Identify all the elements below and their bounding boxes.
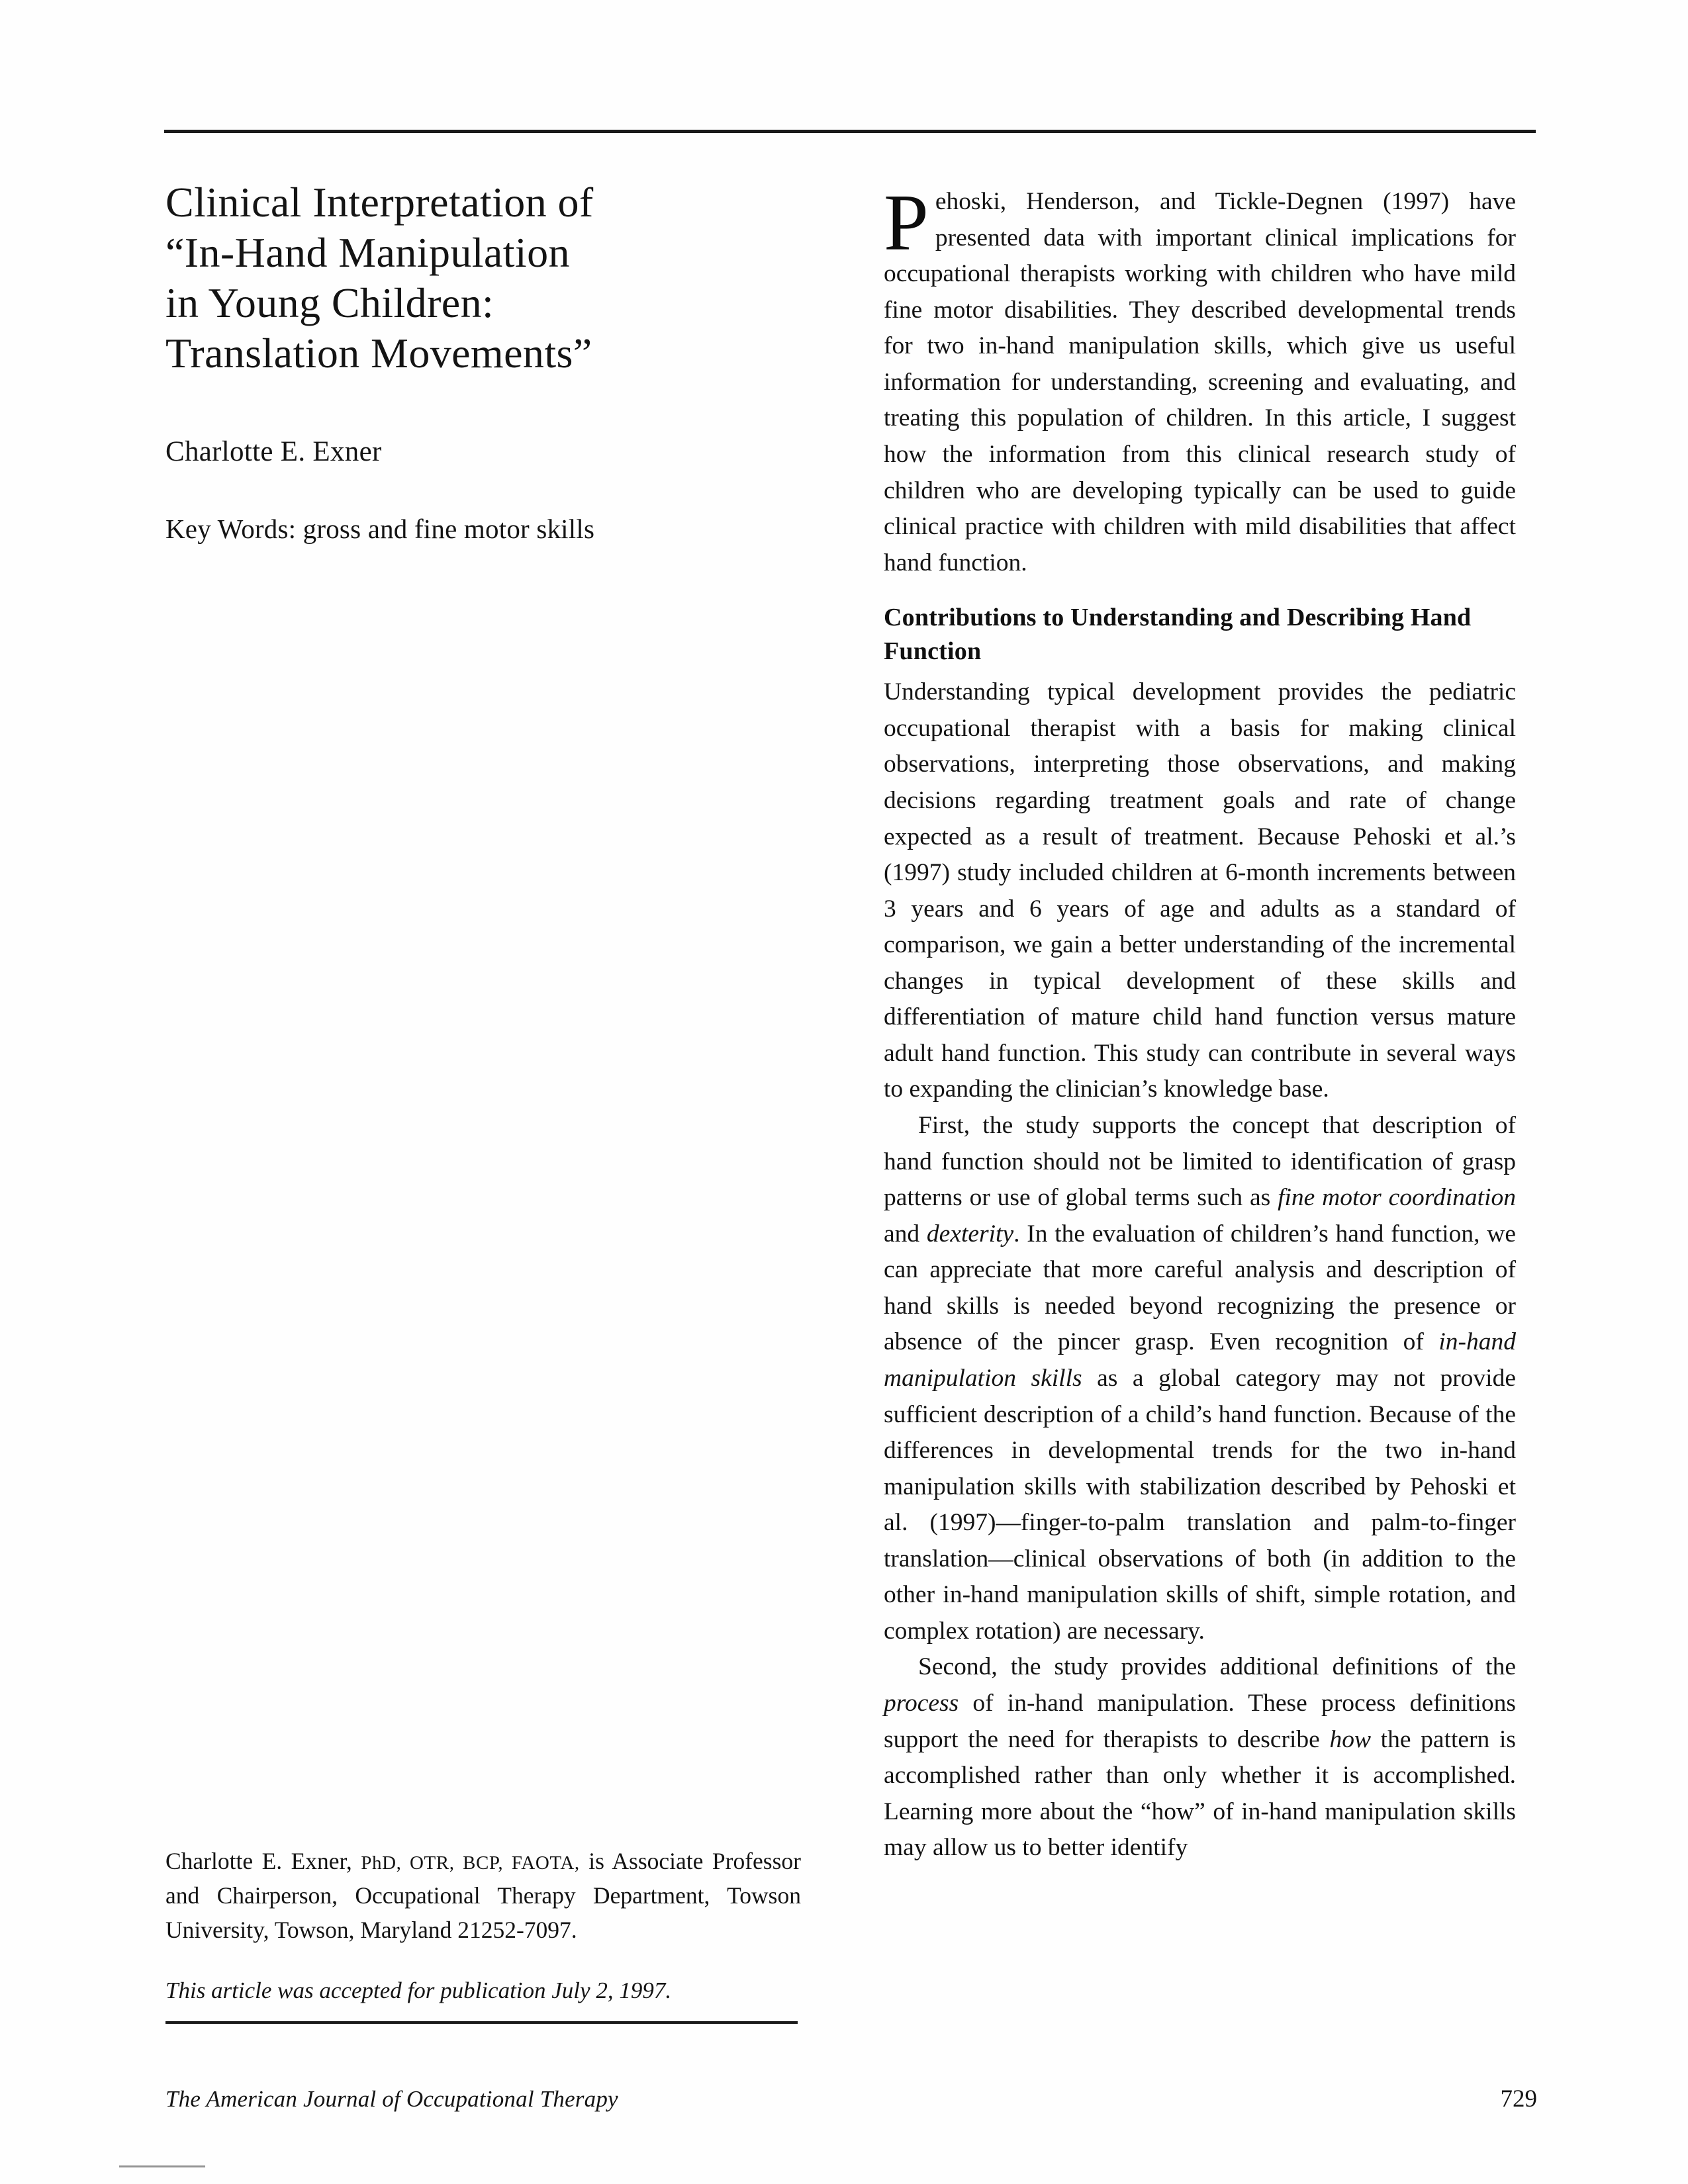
keywords-line: Key Words: gross and fine motor skills	[165, 513, 595, 544]
bio-name: Charlotte E. Exner,	[165, 1848, 361, 1874]
term-fine-motor-coordination: fine motor coordination	[1278, 1184, 1516, 1212]
paragraph-second-point	[884, 1649, 1516, 1866]
scan-edge-artifact	[119, 2165, 205, 2167]
title-line-1: Clinical Interpretation of	[165, 179, 594, 226]
footnote-rule	[165, 2021, 798, 2024]
p3-seg-1: First, the study supports the concept that description of hand function should not be limited to identification of grasp patterns or use of global terms such as	[884, 1112, 1516, 1212]
p3-seg-3: . In the evaluation of children’s hand function, we can appreciate that more careful analysis and description of hand skills is needed beyond recognizing the presence or absence of the pincer grasp. Even recognition of	[884, 1220, 1516, 1356]
page-title	[165, 177, 794, 379]
right-column	[884, 178, 1516, 2044]
term-in-hand-manipulation-skills: in-hand manipulation skills	[884, 1328, 1516, 1392]
author-bio-note	[165, 1844, 801, 1948]
footer-page-number: 729	[1500, 2085, 1537, 2113]
title-line-4: Translation Movements”	[165, 330, 592, 377]
lead-paragraph-text: ehoski, Henderson, and Tickle-Degnen (1997) have presented data with important clinical implications for occupational therapists working with children who have mild fine motor disabilities. They described developmental trends for two in-hand manipulation skills, which give us useful information for understanding, screening and evaluating, and treating this population of children. In this article, I suggest how the information from this clinical research study of children who are developing typically can be used to guide clinical practice with children with mild disabilities that affect hand function.	[884, 188, 1516, 576]
title-line-2: “In-Hand Manipulation	[165, 229, 570, 277]
term-process: process	[884, 1690, 959, 1717]
acceptance-note: This article was accepted for publication July 2, 1997.	[165, 1977, 672, 2003]
p4-seg-3: the pattern is accomplished rather than only whether it is accomplished. Learning more about the “how” of in-hand manipulation skills may allow us to better identify	[884, 1725, 1516, 1862]
p3-seg-4: as a global category may not provide sufficient description of a child’s hand function. Because of the differences in developmental trends for the two in-hand manipulation skills with stabilization described by Pehoski et al. (1997)—finger-to-palm translation and palm-to-finger translation—clinical observations of both (in addition to the other in-hand manipulation skills of shift, simple rotation, and complex rotation) are necessary.	[884, 1364, 1516, 1645]
left-column	[165, 177, 794, 2044]
footer-journal-name: The American Journal of Occupational Therapy	[165, 2086, 618, 2112]
p4-seg-1: Second, the study provides additional definitions of the	[918, 1653, 1516, 1681]
p3-seg-2: and	[884, 1220, 927, 1248]
term-how: how	[1329, 1725, 1371, 1753]
paragraph-understanding: Understanding typical development provides the pediatric occupational therapist with a basis for making clinical observations, interpreting those observations, and making decisions regarding treatment goals and rate of change expected as a result of treatment. Because Pehoski et al.’s (1997) study included children at 6-month increments between 3 years and 6 years of age and adults as a standard of comparison, we gain a better understanding of the incremental changes in typical development of these skills and differentiation of mature child hand function versus mature adult hand function. This study can contribute in several ways to expanding the clinician’s knowledge base.	[884, 678, 1516, 1103]
page-footer	[165, 2085, 1537, 2113]
p4-seg-2: of in-hand manipulation. These process definitions support the need for therapists to describe	[884, 1690, 1516, 1753]
drop-cap-letter: P	[884, 178, 929, 267]
header-rule	[164, 130, 1536, 133]
term-dexterity: dexterity	[926, 1220, 1014, 1248]
author-name: Charlotte E. Exner	[165, 435, 382, 467]
bio-credentials: PhD, OTR, BCP, FAOTA,	[361, 1852, 580, 1874]
bio-affiliation: is Associate Professor and Chairperson, Occupational Therapy Department, Towson University, Towson, Maryland 21252-7097.	[165, 1848, 801, 1944]
paragraph-first-point	[884, 1108, 1516, 1649]
section-heading: Contributions to Understanding and Describing Hand Function	[884, 604, 1472, 665]
title-line-3: in Young Children:	[165, 279, 494, 327]
lead-paragraph	[884, 178, 1516, 581]
footnote-block	[165, 1844, 801, 2024]
